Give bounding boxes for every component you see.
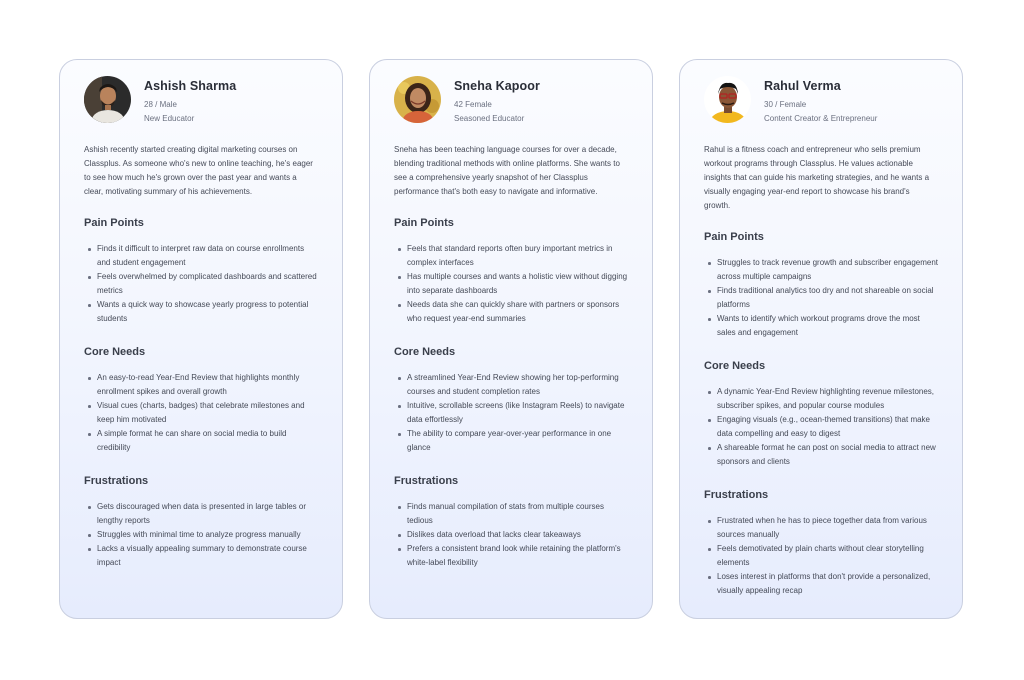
pain-points-list	[394, 242, 628, 326]
list-item: The ability to compare year-over-year performance in one glance	[394, 427, 628, 455]
male-creator-avatar	[704, 76, 751, 123]
list-item: Engaging visuals (e.g., ocean-themed transitions) that make data compelling and easy to digest	[704, 413, 938, 441]
core-needs-heading: Core Needs	[704, 360, 766, 372]
pain-points-list	[84, 242, 318, 326]
list-item: Visual cues (charts, badges) that celebrate milestones and keep him motivated	[84, 399, 318, 427]
list-item: Feels overwhelmed by complicated dashboards and scattered metrics	[84, 270, 318, 298]
list-item: An easy-to-read Year-End Review that highlights monthly enrollment spikes and overall growth	[84, 371, 318, 399]
list-item: Intuitive, scrollable screens (like Instagram Reels) to navigate data effortlessly	[394, 399, 628, 427]
persona-role: Seasoned Educator	[454, 114, 525, 123]
list-item: Frustrated when he has to piece together data from various sources manually	[704, 514, 938, 542]
list-item: Feels that standard reports often bury important metrics in complex interfaces	[394, 242, 628, 270]
list-item: A streamlined Year-End Review showing her top-performing courses and student completion rates	[394, 371, 628, 399]
persona-age-gender: 42 Female	[454, 100, 492, 109]
pain-points-list	[704, 256, 938, 340]
core-needs-list	[394, 371, 628, 455]
persona-name: Rahul Verma	[764, 79, 841, 93]
persona-profile	[84, 76, 318, 126]
list-item: A simple format he can share on social media to build credibility	[84, 427, 318, 455]
persona-name: Ashish Sharma	[144, 79, 237, 93]
core-needs-list	[84, 371, 318, 455]
list-item: Gets discouraged when data is presented in large tables or lengthy reports	[84, 500, 318, 528]
frustrations-list	[84, 500, 318, 570]
list-item: Needs data she can quickly share with partners or sponsors who request year-end summaries	[394, 298, 628, 326]
core-needs-heading: Core Needs	[394, 346, 456, 358]
persona-card	[369, 59, 653, 619]
frustrations-heading: Frustrations	[704, 489, 769, 501]
list-item: Wants a quick way to showcase yearly progress to potential students	[84, 298, 318, 326]
persona-bio: Rahul is a fitness coach and entrepreneur who sells premium workout programs through Classplus. He values actionable insights that can guide his marketing strategies, and he wants a visually engaging year-end report to showcase his brand's growth.	[704, 145, 930, 210]
persona-age-gender: 30 / Female	[764, 100, 807, 109]
persona-age-gender: 28 / Male	[144, 100, 177, 109]
frustrations-heading: Frustrations	[84, 475, 149, 487]
persona-name: Sneha Kapoor	[454, 79, 540, 93]
persona-profile	[394, 76, 628, 126]
pain-points-heading: Pain Points	[704, 231, 764, 243]
frustrations-list	[394, 500, 628, 570]
list-item: Finds it difficult to interpret raw data on course enrollments and student engagement	[84, 242, 318, 270]
core-needs-list	[704, 385, 938, 469]
list-item: Struggles with minimal time to analyze progress manually	[84, 528, 318, 542]
female-educator-avatar	[394, 76, 441, 123]
persona-card	[59, 59, 343, 619]
list-item: A shareable format he can post on social media to attract new sponsors and clients	[704, 441, 938, 469]
pain-points-heading: Pain Points	[394, 217, 454, 229]
pain-points-heading: Pain Points	[84, 217, 144, 229]
persona-card	[679, 59, 963, 619]
list-item: A dynamic Year-End Review highlighting revenue milestones, subscriber spikes, and popular course modules	[704, 385, 938, 413]
core-needs-heading: Core Needs	[84, 346, 146, 358]
list-item: Wants to identify which workout programs drove the most sales and engagement	[704, 312, 938, 340]
persona-bio: Ashish recently started creating digital marketing courses on Classplus. As someone who's new to online teaching, he's eager to see how much he's grown over the past year and wants a clear, motivating summary of his achievements.	[84, 145, 313, 196]
persona-role: New Educator	[144, 114, 195, 123]
persona-profile	[704, 76, 938, 126]
list-item: Prefers a consistent brand look while retaining the platform's white-label flexibility	[394, 542, 628, 570]
frustrations-heading: Frustrations	[394, 475, 459, 487]
persona-bio: Sneha has been teaching language courses for over a decade, blending traditional methods with online platforms. She wants to see a comprehensive yearly snapshot of her Classplus performance that's both easy to navigate and informative.	[394, 145, 620, 196]
list-item: Has multiple courses and wants a holistic view without digging into separate dashboards	[394, 270, 628, 298]
list-item: Loses interest in platforms that don't provide a personalized, visually appealing recap	[704, 570, 938, 598]
list-item: Feels demotivated by plain charts without clear storytelling elements	[704, 542, 938, 570]
male-educator-avatar	[84, 76, 131, 123]
list-item: Lacks a visually appealing summary to demonstrate course impact	[84, 542, 318, 570]
list-item: Dislikes data overload that lacks clear takeaways	[394, 528, 628, 542]
list-item: Finds manual compilation of stats from multiple courses tedious	[394, 500, 628, 528]
frustrations-list	[704, 514, 938, 598]
list-item: Struggles to track revenue growth and subscriber engagement across multiple campaigns	[704, 256, 938, 284]
list-item: Finds traditional analytics too dry and not shareable on social platforms	[704, 284, 938, 312]
persona-role: Content Creator & Entrepreneur	[764, 114, 878, 123]
